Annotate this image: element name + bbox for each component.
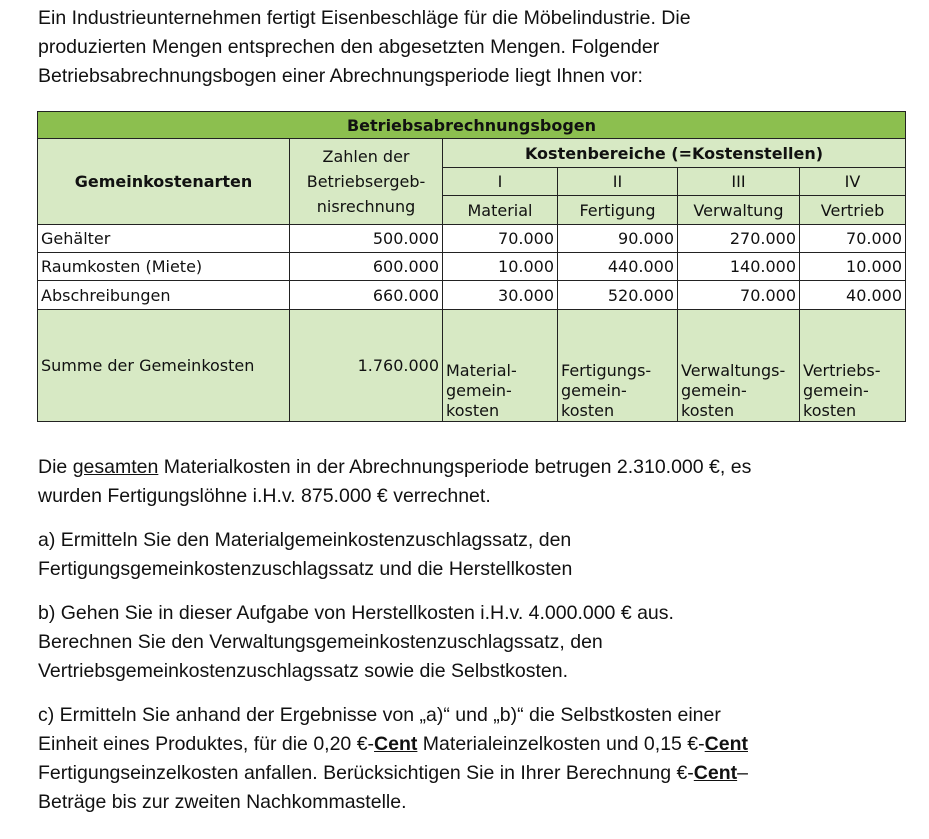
paragraph-line: Berechnen Sie den Verwaltungsgemeinkostenzuschlagssatz, den [38,631,603,653]
row-value: 70.000 [678,281,800,310]
paragraph-line: a) Ermitteln Sie den Materialgemeinkostenzuschlagssatz, den [38,529,572,551]
text-fragment: Die [38,456,73,478]
row-value: 70.000 [800,225,906,253]
sum-cell-verwaltung [678,310,800,422]
text-fragment: Materialkosten in der Abrechnungsperiode betrugen 2.310.000 €, es [158,456,752,478]
sum-label: Summe der Gemeinkosten [38,310,290,422]
row-label: Abschreibungen [38,281,290,310]
paragraph-line: Fertigungsgemeinkostenzuschlagssatz und die Herstellkosten [38,558,573,580]
header-stelle-num: III [678,168,800,196]
paragraph-line: b) Gehen Sie in dieser Aufgabe von Herstellkosten i.H.v. 4.000.000 € aus. [38,602,674,624]
row-label: Gehälter [38,225,290,253]
sum-cell-fertigung [558,310,678,422]
paragraph-line [38,453,918,482]
total-costs-paragraph [38,453,918,511]
sum-cell-line: kosten [803,401,857,420]
sum-cell-line: Material- [446,361,517,380]
sum-cell-line: kosten [681,401,735,420]
betriebsabrechnungsbogen-table [37,111,905,421]
sum-cell-line: kosten [561,401,615,420]
header-gemeinkostenarten: Gemeinkostenarten [38,139,290,225]
emphasis-cent: Cent [704,733,748,755]
paragraph-line [38,730,918,759]
header-betriebsergebnisrechnung [290,139,443,225]
sum-total: 1.760.000 [290,310,443,422]
sum-cell-material [443,310,558,422]
table-title: Betriebsabrechnungsbogen [38,112,906,139]
row-value: 10.000 [443,253,558,281]
intro-paragraph [38,4,918,91]
emphasis-cent: Cent [693,762,738,784]
emphasis-gesamten: gesamten [72,456,159,478]
sum-cell-line: Fertigungs- [561,361,652,380]
header-zahlen-line: nisrechnung [316,197,416,216]
task-c [38,701,918,817]
row-value: 70.000 [443,225,558,253]
text-fragment: Fertigungseinzelkosten anfallen. Berücksichtigen Sie in Ihrer Berechnung €- [38,762,694,784]
header-stelle-name: Fertigung [558,196,678,225]
row-value: 30.000 [443,281,558,310]
text-fragment: Materialeinzelkosten und 0,15 €- [417,733,705,755]
sum-cell-line: kosten [446,401,500,420]
paragraph-line: c) Ermitteln Sie anhand der Ergebnisse von „a)“ und „b)“ die Selbstkosten einer [38,704,721,726]
row-total: 660.000 [290,281,443,310]
intro-line: Betriebsabrechnungsbogen einer Abrechnungsperiode liegt Ihnen vor: [38,65,643,87]
sum-cell-line: gemein- [561,381,627,400]
task-b [38,599,918,686]
sum-cell-line: gemein- [803,381,869,400]
sum-cell-line: Verwaltungs- [681,361,786,380]
row-value: 90.000 [558,225,678,253]
row-total: 600.000 [290,253,443,281]
text-fragment: – [737,762,748,784]
emphasis-cent: Cent [374,733,418,755]
sum-cell-vertrieb [800,310,906,422]
header-stelle-name: Material [443,196,558,225]
text-fragment: Einheit eines Produktes, für die 0,20 €- [38,733,375,755]
table-row [38,253,906,281]
paragraph-line: Beträge bis zur zweiten Nachkommastelle. [38,791,407,813]
row-value: 10.000 [800,253,906,281]
header-stelle-num: I [443,168,558,196]
row-value: 140.000 [678,253,800,281]
row-value: 440.000 [558,253,678,281]
sum-cell-line: gemein- [446,381,512,400]
header-zahlen-line: Betriebsergeb- [306,172,426,191]
task-a [38,526,918,584]
table-row [38,225,906,253]
row-label: Raumkosten (Miete) [38,253,290,281]
paragraph-line: wurden Fertigungslöhne i.H.v. 875.000 € verrechnet. [38,485,491,507]
sum-cell-line: gemein- [681,381,747,400]
sum-cell-line: Vertriebs- [803,361,881,380]
intro-line: produzierten Mengen entsprechen den abgesetzten Mengen. Folgender [38,36,660,58]
header-zahlen-line: Zahlen der [322,147,410,166]
header-kostenbereiche: Kostenbereiche (=Kostenstellen) [443,139,906,168]
row-value: 270.000 [678,225,800,253]
paragraph-line: Vertriebsgemeinkostenzuschlagssatz sowie die Selbstkosten. [38,660,569,682]
row-total: 500.000 [290,225,443,253]
header-stelle-name: Vertrieb [800,196,906,225]
row-value: 520.000 [558,281,678,310]
paragraph-line [38,759,918,788]
intro-line: Ein Industrieunternehmen fertigt Eisenbeschläge für die Möbelindustrie. Die [38,7,691,29]
sum-row [38,310,906,422]
table-row [38,281,906,310]
header-stelle-num: II [558,168,678,196]
header-stelle-name: Verwaltung [678,196,800,225]
header-stelle-num: IV [800,168,906,196]
row-value: 40.000 [800,281,906,310]
